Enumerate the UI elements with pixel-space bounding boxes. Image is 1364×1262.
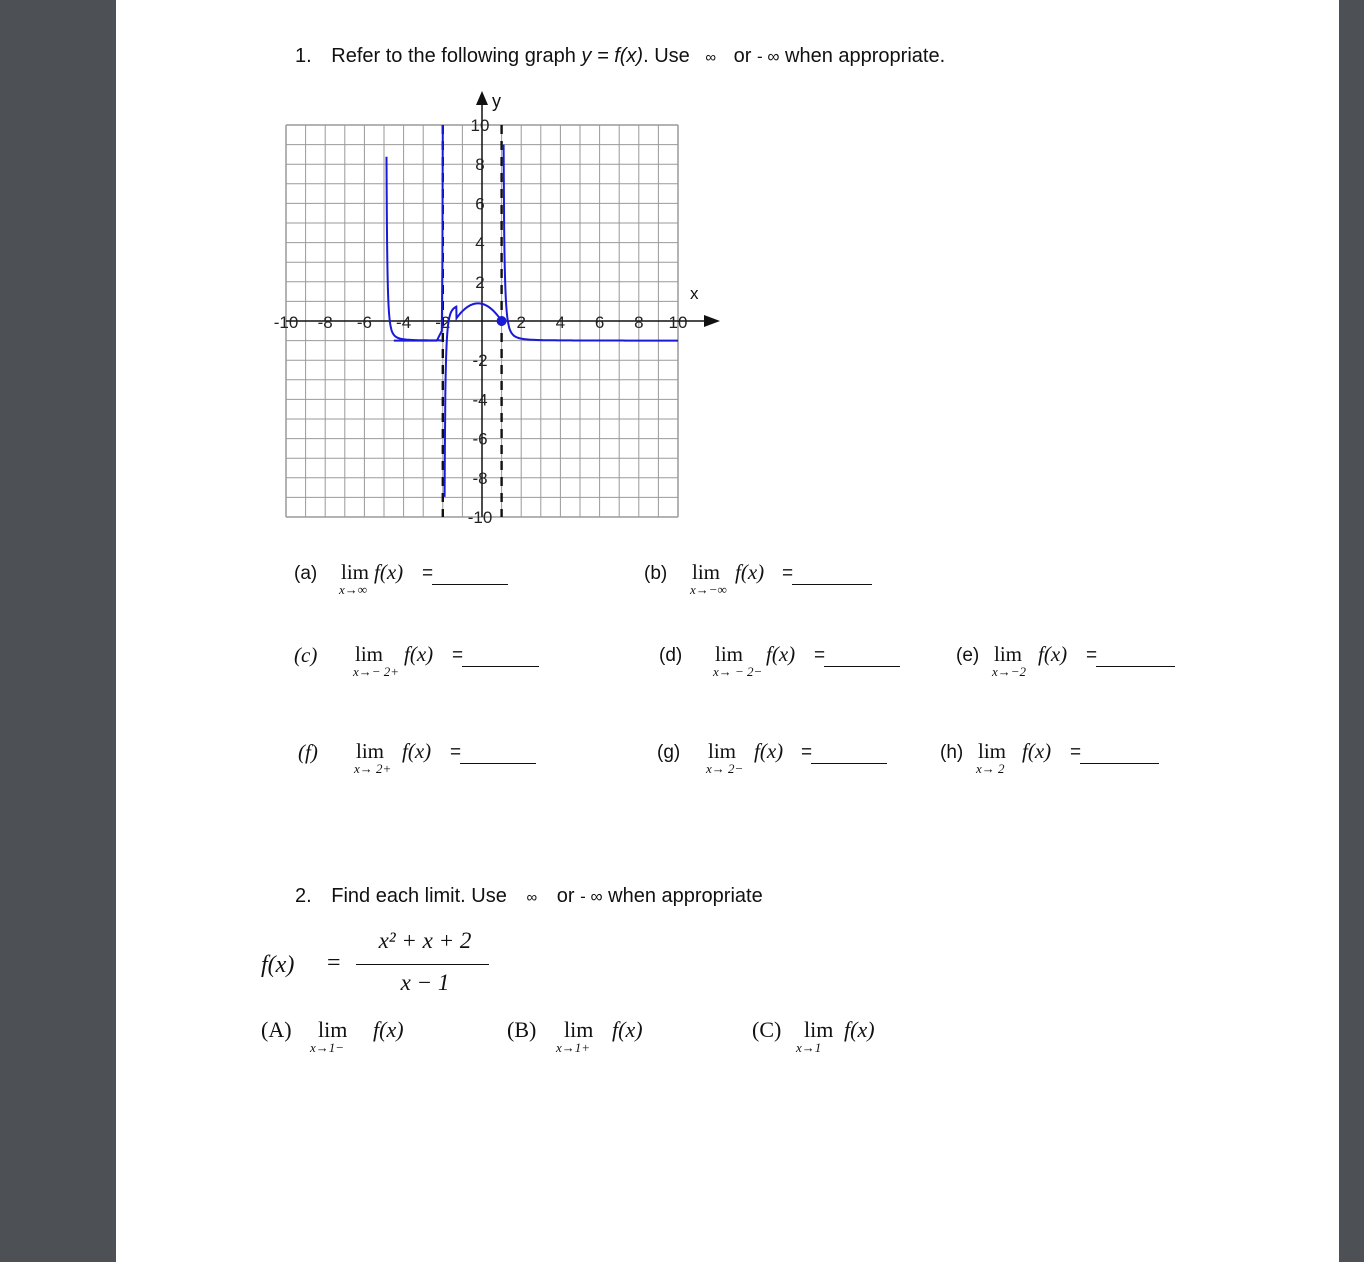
lim-word: lim xyxy=(708,739,737,763)
limit-subscript: x→ 2+ xyxy=(354,761,392,776)
x-tick-label: 2 xyxy=(516,313,526,332)
curve-left-rise xyxy=(437,125,443,341)
function-expr: f(x) xyxy=(766,642,796,666)
answer-blank[interactable] xyxy=(811,763,887,764)
equals-sign: = xyxy=(801,742,813,763)
q2-when: when appropriate xyxy=(608,885,763,907)
limit-subscript: x→−∞ xyxy=(690,582,727,597)
limit-subscript: x→ − 2− xyxy=(713,664,763,679)
equals-sign: = xyxy=(814,645,826,666)
x-tick-label: -8 xyxy=(317,313,333,332)
y-axis-arrow xyxy=(476,91,488,105)
y-tick-label: -2 xyxy=(472,351,488,371)
limit-subscript: x→1+ xyxy=(556,1040,591,1055)
answer-blank[interactable] xyxy=(1096,666,1175,667)
y-tick-label: -4 xyxy=(472,390,488,410)
lim-word: lim xyxy=(341,560,370,584)
equals-sign: = xyxy=(327,950,341,976)
closed-point xyxy=(497,316,507,326)
function-expr: f(x) xyxy=(374,560,404,584)
part-label: (a) xyxy=(294,563,318,584)
worksheet-page xyxy=(116,0,1339,1262)
q2-text: Find each limit. Use xyxy=(331,885,507,907)
part-label: (d) xyxy=(659,645,683,666)
part-label: (B) xyxy=(507,1017,537,1042)
equals-sign: = xyxy=(782,563,794,584)
x-axis-arrow xyxy=(704,315,720,327)
lim-word: lim xyxy=(564,1017,594,1042)
equals-sign: = xyxy=(452,645,464,666)
y-tick-label: 2 xyxy=(475,272,485,292)
part-label: (C) xyxy=(752,1017,782,1042)
x-tick-label: -10 xyxy=(273,313,299,332)
x-tick-label: 8 xyxy=(634,313,644,332)
part-label: (f) xyxy=(298,740,318,764)
part-label: (A) xyxy=(261,1017,292,1042)
x-tick-label: -4 xyxy=(396,313,412,332)
fx-label: f(x) xyxy=(261,952,295,978)
equals-sign: = xyxy=(1070,742,1082,763)
answer-blank[interactable] xyxy=(1080,763,1159,764)
function-expr: f(x) xyxy=(612,1017,643,1042)
y-tick-label: 6 xyxy=(475,194,485,214)
equals-sign: = xyxy=(450,742,462,763)
limit-subscript: x→− 2+ xyxy=(353,664,400,679)
x-axis-label: x xyxy=(690,284,699,303)
q2-or: or xyxy=(556,885,575,907)
function-expr: f(x) xyxy=(754,739,784,763)
part-label: (g) xyxy=(657,742,681,763)
y-tick-label: 10 xyxy=(470,116,490,135)
answer-blank[interactable] xyxy=(462,666,539,667)
function-expr: f(x) xyxy=(373,1017,404,1042)
answer-blank[interactable] xyxy=(460,763,536,764)
q1-or: or xyxy=(733,45,752,67)
function-expr: f(x) xyxy=(1038,642,1068,666)
q1-number: 1. xyxy=(295,45,312,67)
fraction-denominator: x − 1 xyxy=(400,970,450,995)
fraction-bar xyxy=(356,964,489,965)
q2-number: 2. xyxy=(295,885,312,907)
lim-word: lim xyxy=(994,642,1023,666)
function-expr: f(x) xyxy=(844,1017,875,1042)
neg-infinity-symbol: - ∞ xyxy=(756,47,780,66)
answer-blank[interactable] xyxy=(824,666,900,667)
x-tick-label: -6 xyxy=(356,313,372,332)
part-label: (b) xyxy=(644,563,668,584)
lim-word: lim xyxy=(356,739,385,763)
lim-word: lim xyxy=(804,1017,834,1042)
x-tick-label: -2 xyxy=(435,313,451,332)
x-tick-label: 6 xyxy=(594,313,605,332)
function-expr: f(x) xyxy=(1022,739,1052,763)
lim-word: lim xyxy=(978,739,1007,763)
y-tick-label: -8 xyxy=(472,468,488,488)
limit-subscript: x→1 xyxy=(796,1040,822,1055)
infinity-symbol: ∞ xyxy=(526,889,538,906)
q1-text: Refer to the following graph xyxy=(331,45,576,67)
infinity-symbol: ∞ xyxy=(705,49,717,66)
answer-blank[interactable] xyxy=(792,584,872,585)
limit-subscript: x→∞ xyxy=(339,582,368,597)
limit-subscript: x→1− xyxy=(310,1040,345,1055)
function-expr: f(x) xyxy=(735,560,765,584)
y-axis-label: y xyxy=(492,91,501,111)
part-label: (c) xyxy=(294,643,318,667)
curves xyxy=(387,125,679,497)
q1-function: y = f(x) xyxy=(581,45,644,67)
y-tick-label: -6 xyxy=(472,429,488,449)
lim-word: lim xyxy=(715,642,744,666)
y-tick-label: 4 xyxy=(475,233,485,253)
limit-subscript: x→−2 xyxy=(992,664,1027,679)
function-graph xyxy=(266,88,746,548)
function-expr: f(x) xyxy=(402,739,432,763)
limit-subscript: x→ 2− xyxy=(706,761,744,776)
part-label: (e) xyxy=(956,645,980,666)
x-tick-label: 4 xyxy=(555,313,566,332)
lim-word: lim xyxy=(318,1017,348,1042)
y-tick-label: 8 xyxy=(475,155,485,175)
neg-infinity-symbol: - ∞ xyxy=(580,887,603,906)
q2-header xyxy=(295,885,763,908)
part-label: (h) xyxy=(940,742,964,763)
limit-subscript: x→ 2 xyxy=(976,761,1005,776)
q1-use: . Use xyxy=(643,45,690,67)
function-expr: f(x) xyxy=(404,642,434,666)
equals-sign: = xyxy=(1086,645,1098,666)
fraction-numerator: x² + x + 2 xyxy=(378,928,472,953)
lim-word: lim xyxy=(355,642,384,666)
curve-left-branch xyxy=(387,157,442,341)
q1-header xyxy=(295,45,945,68)
y-tick-label: -10 xyxy=(467,508,493,527)
lim-word: lim xyxy=(692,560,721,584)
equals-sign: = xyxy=(422,563,434,584)
answer-blank[interactable] xyxy=(432,584,508,585)
q1-when: when appropriate. xyxy=(785,45,946,67)
x-tick-label: 10 xyxy=(668,313,688,332)
